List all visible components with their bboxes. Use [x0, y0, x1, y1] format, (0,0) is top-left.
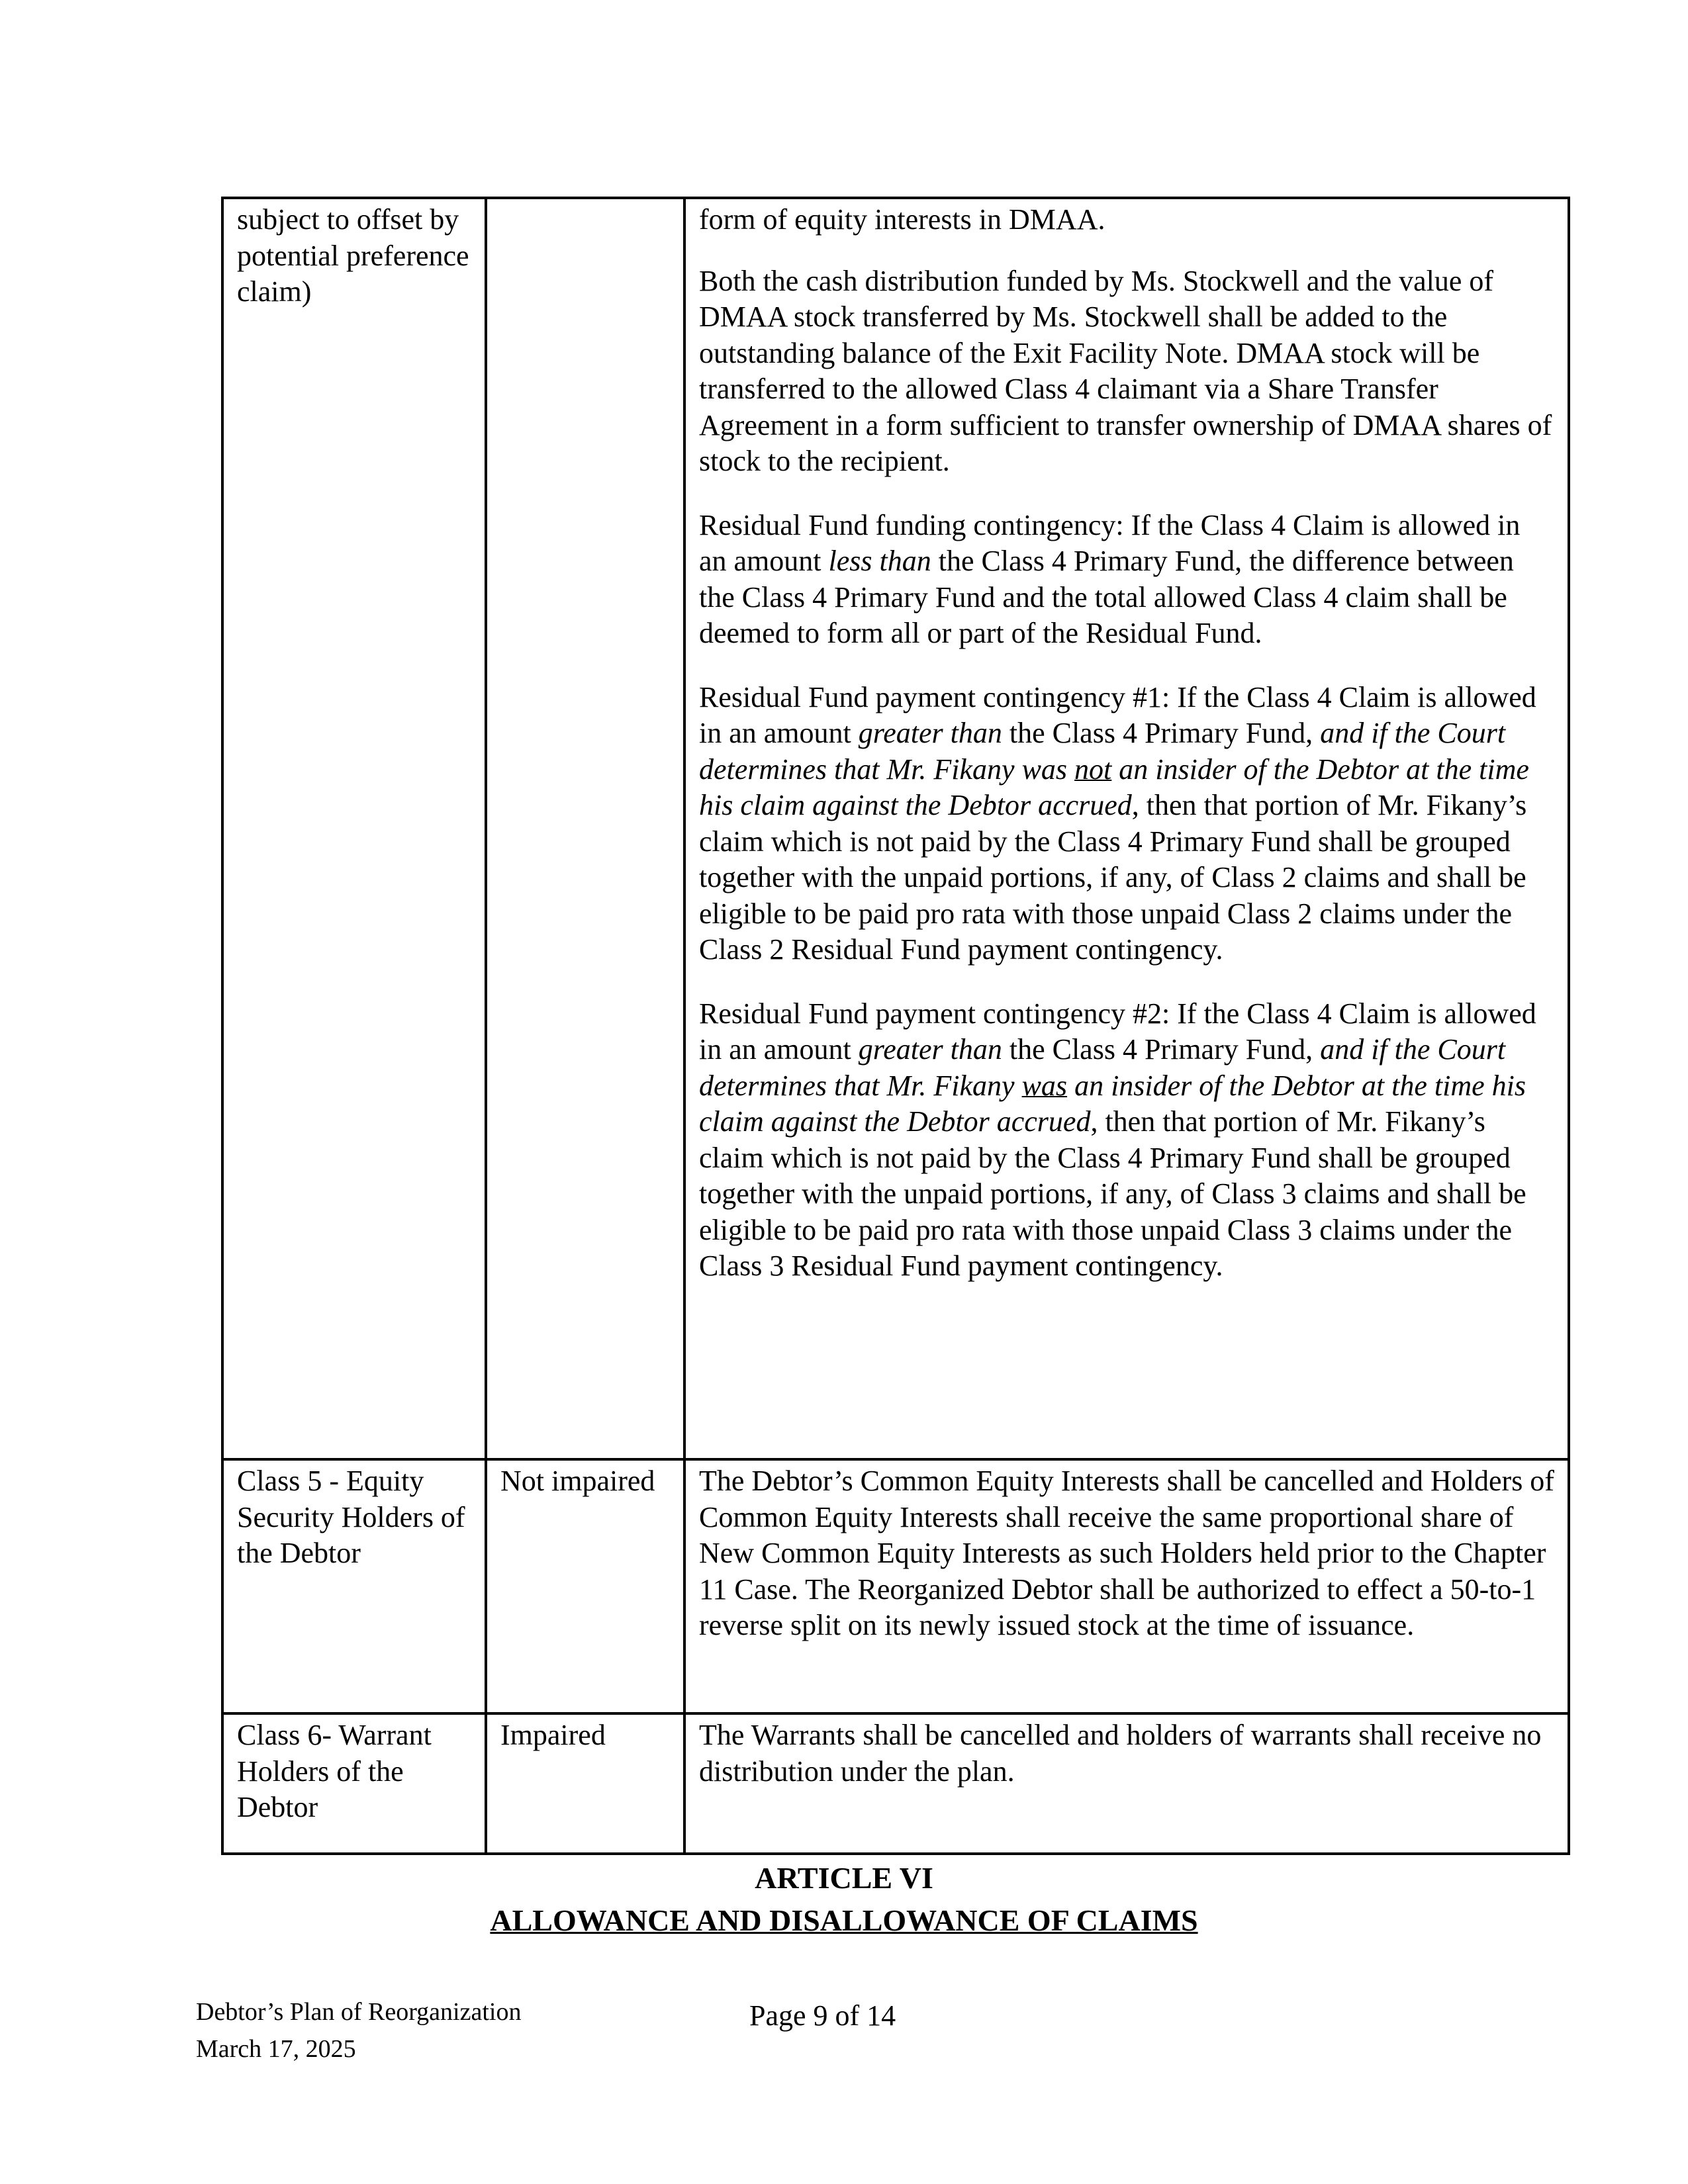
payment-contingency-1: [699, 680, 1554, 968]
treatment-cell: [684, 198, 1569, 1459]
class-name: Class 6- Warrant Holders of the Debtor: [237, 1719, 432, 1823]
article-title-wrap: [0, 1899, 1688, 1942]
text-run: the Class 4 Primary Fund,: [1002, 717, 1321, 749]
class-cell: [222, 198, 486, 1459]
treatment-paragraph: Both the cash distribution funded by Ms. Stockwell and the value of DMAA stock transferred by Ms. Stockwell shall be added to the outstanding balance of the Exit Facility Note. DMAA stock will be transferred to the allowed Class 4 claimant via a Share Transfer Agreement in a form sufficient to transfer ownership of DMAA shares of stock to the recipient.: [699, 264, 1552, 477]
class-name: subject to offset by potential preference claim): [237, 203, 469, 308]
footer-date: March 17, 2025: [196, 2035, 356, 2063]
impairment-cell: [486, 1713, 684, 1854]
class-treatment-table: [221, 197, 1570, 1855]
emphasis-text: and if the Court determines that Mr. Fikany: [699, 1033, 1506, 1102]
table-row: [222, 198, 1569, 1459]
text-run: the Class 4 Primary Fund, the difference between the Class 4 Primary Fund and the total allowed Class 4 claim shall be deemed to form all or part of the Residual Fund.: [699, 545, 1514, 649]
class-cell: [222, 1713, 486, 1854]
table-row: [222, 1459, 1569, 1713]
emphasis-text: less than: [828, 545, 931, 577]
underlined-text: was: [1021, 1069, 1068, 1102]
emphasis-text: greater than: [858, 717, 1002, 749]
payment-contingency-2: [699, 996, 1554, 1285]
residual-funding-contingency: [699, 508, 1554, 652]
text-run: Residual Fund funding contingency: If the Class 4 Claim is allowed in an amount: [699, 508, 1521, 577]
treatment-paragraph: The Debtor’s Common Equity Interests shall be cancelled and Holders of Common Equity Interests shall receive the same proportional share of New Common Equity Interests as such Holders held prior to the Chapter 11 Case. The Reorganized Debtor shall be authorized to effect a 50-to-1 reverse split on its newly issued stock at the time of issuance.: [699, 1465, 1554, 1641]
article-number: ARTICLE VI: [755, 1861, 933, 1895]
article-title: ALLOWANCE AND DISALLOWANCE OF CLAIMS: [490, 1903, 1198, 1937]
footer-doc-title: Debtor’s Plan of Reorganization: [196, 1998, 522, 2026]
emphasis-text: an insider of the Debtor at the time his claim against the Debtor accrued: [699, 1069, 1526, 1138]
class-cell: [222, 1459, 486, 1713]
treatment-cell: [684, 1713, 1569, 1854]
page-number: Page 9 of 14: [749, 1999, 896, 2032]
text-run: Residual Fund payment contingency #1: If the Class 4 Claim is allowed in an amount: [699, 680, 1536, 749]
text-run: the Class 4 Primary Fund,: [1002, 1033, 1321, 1066]
impairment-cell: [486, 198, 684, 1459]
impairment-cell: [486, 1459, 684, 1713]
text-run: Residual Fund payment contingency #2: If the Class 4 Claim is allowed in an amount: [699, 997, 1536, 1066]
emphasis-text: greater than: [858, 1033, 1002, 1066]
emphasis-text: and if the Court determines that Mr. Fikany was: [699, 717, 1506, 786]
class-name: Class 5 - Equity Security Holders of the Debtor: [237, 1465, 465, 1569]
text-run: , then that portion of Mr. Fikany’s claim which is not paid by the Class 4 Primary Fund shall be grouped together with the unpaid portions, if any, of Class 2 claims and shall be eligible to be paid pro rata with those unpaid Class 2 claims under the Class 2 Residual Fund payment contingency.: [699, 789, 1527, 966]
impairment-status: Not impaired: [500, 1465, 655, 1497]
table-row: [222, 1713, 1569, 1854]
treatment-paragraph: The Warrants shall be cancelled and holders of warrants shall receive no distribution under the plan.: [699, 1719, 1542, 1788]
text-run: , then that portion of Mr. Fikany’s claim which is not paid by the Class 4 Primary Fund shall be grouped together with the unpaid portions, if any, of Class 3 claims and shall be eligible to be paid pro rata with those unpaid Class 3 claims under the Class 3 Residual Fund payment contingency.: [699, 1105, 1526, 1282]
footer-doc-info: [196, 1993, 521, 2068]
underlined-text: not: [1074, 752, 1112, 786]
treatment-cell: [684, 1459, 1569, 1713]
emphasis-text: an insider of the Debtor at the time his claim against the Debtor accrued: [699, 752, 1529, 821]
treatment-paragraph: form of equity interests in DMAA.: [699, 203, 1105, 236]
impairment-status: Impaired: [500, 1719, 606, 1751]
